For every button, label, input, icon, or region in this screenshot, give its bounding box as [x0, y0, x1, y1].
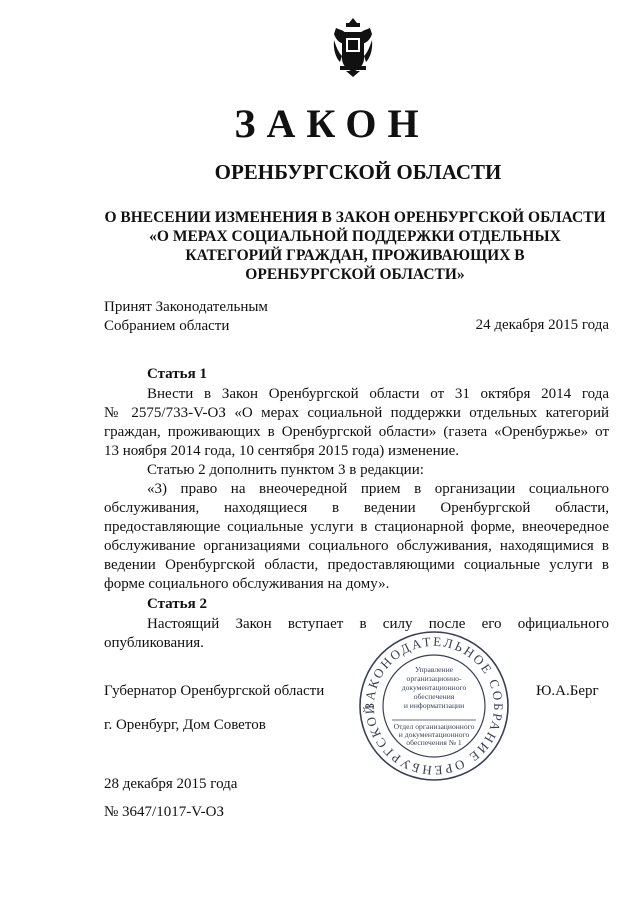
signing-date: 28 декабря 2015 года	[104, 776, 238, 792]
stamp-inner-line: Отдел организационного	[393, 722, 475, 731]
stamp-inner-line: и информатизации	[403, 701, 465, 710]
signer-name: Ю.А.Берг	[536, 683, 599, 699]
adoption-block	[104, 298, 268, 336]
text-line: Настоящий Закон вступает в силу после его официального	[147, 616, 609, 632]
stamp-inner-line: обеспечения	[413, 692, 455, 701]
stamp-inner-line: организационно-	[406, 674, 462, 683]
stamp-outer-text: ЗАКОНОДАТЕЛЬНОЕ СОБРАНИЕ ОРЕНБУРГСКОЙ	[361, 633, 507, 779]
official-stamp	[356, 628, 512, 784]
stamp-inner-line: Управление	[414, 665, 454, 674]
text-line: № 2575/733-V-ОЗ «О мерах социальной поддержки отдельных категорий	[104, 405, 609, 421]
article-1-paragraph-3	[104, 480, 609, 594]
subject-line: КАТЕГОРИЙ ГРАЖДАН, ПРОЖИВАЮЩИХ В	[185, 247, 525, 264]
text-line: форме социального обслуживания на дому».	[104, 576, 390, 592]
text-line: Внести в Закон Оренбургской области от 31 октября 2014 года	[147, 386, 609, 402]
adoption-date: 24 декабря 2015 года	[475, 317, 609, 333]
text-line: «3) право на внеочередной прием в организации социального	[147, 481, 609, 497]
text-line: обслуживание организациями социального обслуживания, находящимися в	[104, 538, 609, 554]
signing-place: г. Оренбург, Дом Советов	[104, 717, 266, 733]
subject-line: «О МЕРАХ СОЦИАЛЬНОЙ ПОДДЕРЖКИ ОТДЕЛЬНЫХ	[149, 228, 561, 245]
region-title: ОРЕНБУРГСКОЙ ОБЛАСТИ	[214, 160, 502, 184]
governor-title: Губернатор Оренбургской области	[104, 683, 325, 699]
law-subject	[100, 208, 610, 284]
text-line: предоставляющие социальные услуги в стационарной форме, внеочередное	[104, 519, 609, 535]
text-line: граждан, проживающих в Оренбургской области» (газета «Оренбуржье» от	[104, 424, 609, 440]
article-1-heading: Статья 1	[147, 366, 207, 382]
text-line: 13 ноября 2014 года, 10 сентября 2015 года) изменение.	[104, 443, 460, 459]
text-line: обслуживания, находящиеся в ведении Оренбургской области,	[104, 500, 609, 516]
stamp-inner-line: и документационного	[398, 730, 470, 739]
stamp-inner-line: обеспечения № 1	[406, 738, 462, 747]
article-2-heading: Статья 2	[147, 596, 207, 612]
article-1-paragraph-1	[104, 385, 609, 461]
text-line: Статью 2 дополнить пунктом 3 в редакции:	[147, 462, 424, 478]
article-1-paragraph-2	[104, 461, 609, 480]
subject-line: О ВНЕСЕНИИ ИЗМЕНЕНИЯ В ЗАКОН ОРЕНБУРГСКОЙ ОБЛАСТИ	[104, 209, 606, 226]
law-number: № 3647/1017-V-ОЗ	[104, 804, 225, 820]
stamp-inner-line: документационного	[401, 683, 467, 692]
adoption-line: Собранием области	[104, 318, 230, 334]
adoption-line: Принят Законодательным	[104, 299, 268, 315]
coat-of-arms-icon	[326, 16, 380, 78]
text-line: опубликования.	[104, 635, 204, 651]
law-title: ЗАКОН	[234, 101, 430, 146]
text-line: ведении Оренбургской области, предоставляющими социальные услуги в	[104, 557, 609, 573]
subject-line: ОРЕНБУРГСКОЙ ОБЛАСТИ»	[245, 266, 465, 283]
